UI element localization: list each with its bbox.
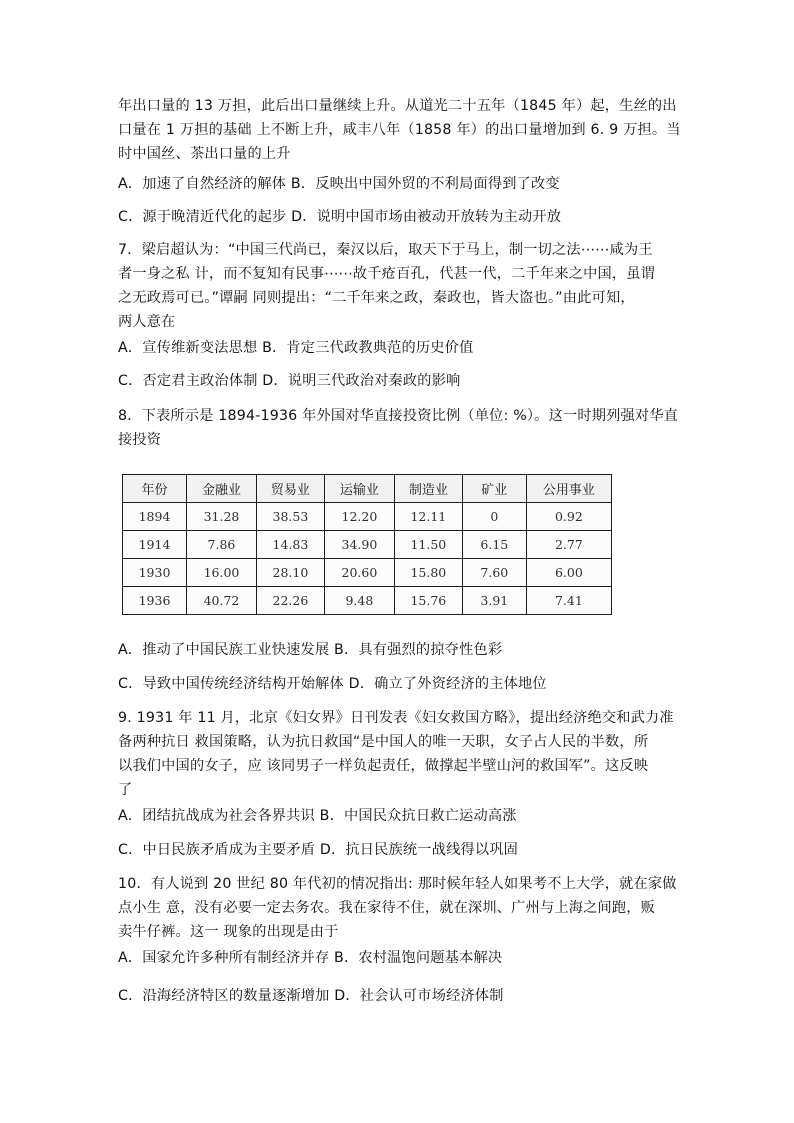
table-header-cell: 矿业 xyxy=(462,475,526,503)
table-cell: 6.15 xyxy=(462,531,526,559)
table-header-cell: 年份 xyxy=(123,475,187,503)
table-row xyxy=(123,587,612,615)
q7-options-ab xyxy=(118,336,690,360)
text-line: 卖牛仔裤。这一 现象的出现是由于 xyxy=(118,924,339,940)
table-header-cell: 制造业 xyxy=(394,475,462,503)
table-cell: 1930 xyxy=(123,559,187,587)
table-cell: 22.26 xyxy=(256,587,324,615)
table-cell: 15.80 xyxy=(394,559,462,587)
table-cell: 40.72 xyxy=(187,587,257,615)
table-header-cell: 贸易业 xyxy=(256,475,324,503)
q10-options-cd xyxy=(118,984,690,1008)
q9-options-cd xyxy=(118,838,690,862)
text-line: 者一身之私 计，而不复知有民事⋯⋯故千疮百孔，代甚一代，二千年来之中国，虽谓 xyxy=(118,266,656,282)
table-header-cell: 运输业 xyxy=(324,475,394,503)
text-line: 年出口量的 13 万担，此后出口量继续上升。从道光二十五年（1845 年）起，生丝的出 xyxy=(118,98,677,114)
table-cell: 28.10 xyxy=(256,559,324,587)
table-cell: 12.20 xyxy=(324,503,394,531)
text-line: 两人意在 xyxy=(118,314,176,330)
table-cell: 12.11 xyxy=(394,503,462,531)
table-row xyxy=(123,559,612,587)
table-header-row xyxy=(123,475,612,503)
table-cell: 2.77 xyxy=(526,531,611,559)
text-line: 了 xyxy=(118,782,133,798)
option-line: C．否定君主政治体制 D．说明三代政治对秦政的影响 xyxy=(118,373,461,389)
option-line: A．国家允许多种所有制经济并存 B．农村温饱问题基本解决 xyxy=(118,950,503,966)
text-line: 9. 1931 年 11 月，北京《妇女界》日刊发表《妇女救国方略》，提出经济绝交和武力准 xyxy=(118,710,674,726)
text-line: 接投资 xyxy=(118,432,162,448)
option-line: C．源于晚清近代化的起步 D．说明中国市场由被动开放转为主动开放 xyxy=(118,209,562,225)
q6-stem-continued xyxy=(118,94,690,166)
text-line: 备两种抗日 救国策略，认为抗日救国“是中国人的唯一天职，女子占人民的半数，所 xyxy=(118,734,649,750)
q6-options-ab xyxy=(118,172,690,196)
table-cell: 15.76 xyxy=(394,587,462,615)
table-header-cell: 公用事业 xyxy=(526,475,611,503)
table-cell: 7.86 xyxy=(187,531,257,559)
text-line: 以我们中国的女子，应 该同男子一样负起责任，做撑起半壁山河的救国军”。这反映 xyxy=(118,758,649,774)
text-line: 口量在 1 万担的基础 上不断上升，咸丰八年（1858 年）的出口量增加到 6. 9 万担。当 xyxy=(118,122,681,138)
table-row xyxy=(123,531,612,559)
option-line: C．沿海经济特区的数量逐渐增加 D．社会认可市场经济体制 xyxy=(118,988,504,1004)
table-cell: 14.83 xyxy=(256,531,324,559)
table-cell: 1936 xyxy=(123,587,187,615)
q9-options-ab xyxy=(118,804,690,828)
table-cell: 7.60 xyxy=(462,559,526,587)
table-cell: 11.50 xyxy=(394,531,462,559)
text-line: 10．有人说到 20 世纪 80 年代初的情况指出: 那时候年轻人如果考不上大学，就在家做 xyxy=(118,876,677,892)
option-line: A．宣传维新变法思想 B．肯定三代政教典范的历史价值 xyxy=(118,340,474,356)
q10-stem xyxy=(118,872,690,944)
table-header-cell: 金融业 xyxy=(187,475,257,503)
q7-stem xyxy=(118,238,690,334)
table-cell: 6.00 xyxy=(526,559,611,587)
table-cell: 34.90 xyxy=(324,531,394,559)
table-cell: 20.60 xyxy=(324,559,394,587)
table-cell: 1914 xyxy=(123,531,187,559)
table-cell: 31.28 xyxy=(187,503,257,531)
text-line: 之无政焉可已。”谭嗣 同则提出：“二千年来之政，秦政也，皆大盗也。”由此可知， xyxy=(118,290,635,306)
table-cell: 16.00 xyxy=(187,559,257,587)
option-line: C．中日民族矛盾成为主要矛盾 D．抗日民族统一战线得以巩固 xyxy=(118,842,519,858)
text-line: 8．下表所示是 1894-1936 年外国对华直接投资比例（单位: %）。这一时期列强对华直 xyxy=(118,408,679,424)
table-cell: 9.48 xyxy=(324,587,394,615)
option-line: A．加速了自然经济的解体 B．反映出中国外贸的不利局面得到了改变 xyxy=(118,176,560,192)
q6-options-cd xyxy=(118,205,690,229)
option-line: C．导致中国传统经济结构开始解体 D．确立了外资经济的主体地位 xyxy=(118,676,547,692)
table-cell: 0.92 xyxy=(526,503,611,531)
table-cell: 1894 xyxy=(123,503,187,531)
q9-stem xyxy=(118,706,690,802)
q8-stem xyxy=(118,404,690,452)
table-cell: 3.91 xyxy=(462,587,526,615)
q8-options-cd xyxy=(118,672,690,696)
q8-options-ab xyxy=(118,638,690,662)
q10-options-ab xyxy=(118,946,690,970)
text-line: 点小生 意，没有必要一定去务农。我在家待不住，就在深圳、广州与上海之间跑，贩 xyxy=(118,900,656,916)
q7-options-cd xyxy=(118,369,690,393)
table-cell: 38.53 xyxy=(256,503,324,531)
text-line: 时中国丝、茶出口量的上升 xyxy=(118,146,291,162)
option-line: A．团结抗战成为社会各界共识 B．中国民众抗日救亡运动高涨 xyxy=(118,808,517,824)
option-line: A．推动了中国民族工业快速发展 B．具有强烈的掠夺性色彩 xyxy=(118,642,503,658)
table-cell: 0 xyxy=(462,503,526,531)
text-line: 7．梁启超认为：“中国三代尚已，秦汉以后，取天下于马上，制一切之法⋯⋯咸为王 xyxy=(118,242,653,258)
table-row xyxy=(123,503,612,531)
investment-ratio-table xyxy=(122,474,612,615)
table-cell: 7.41 xyxy=(526,587,611,615)
